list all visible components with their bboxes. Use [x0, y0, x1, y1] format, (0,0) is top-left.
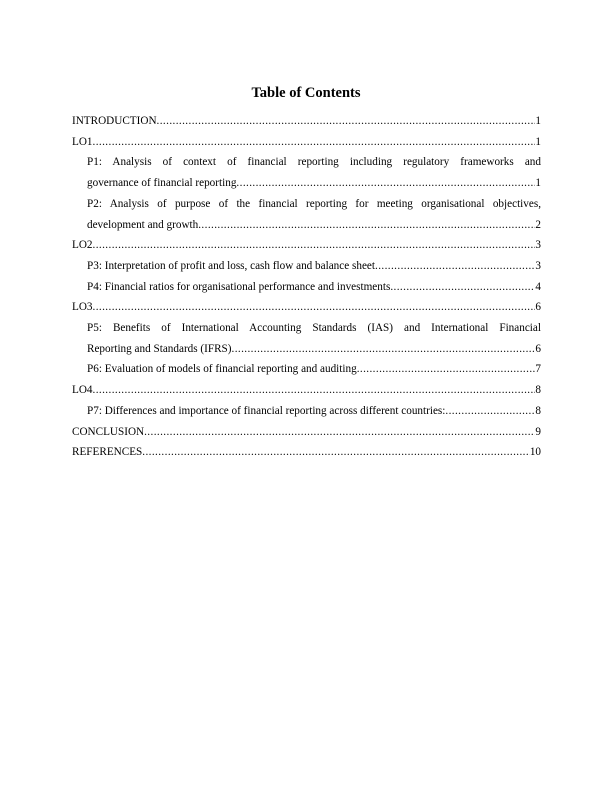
toc-entry-p3[interactable] [72, 256, 541, 277]
dot-leader [142, 442, 530, 463]
toc-page-number: 4 [535, 280, 541, 293]
dot-leader [375, 256, 535, 277]
toc-entry-lo2[interactable] [72, 235, 541, 256]
toc-entry-text: INTRODUCTION [72, 115, 157, 127]
toc-page-number: 7 [535, 363, 541, 376]
toc-entry-text: development and growth [87, 218, 199, 231]
toc-entry-text: P6: Evaluation of models of financial reporting and auditing [87, 363, 357, 376]
toc-entry-p2[interactable] [72, 194, 541, 235]
toc-entry-text-line1: P5: Benefits of International Accounting Standards (IAS) and International Financial [87, 322, 541, 335]
dot-leader [93, 380, 536, 401]
toc-list [72, 111, 541, 463]
toc-entry-p7[interactable] [72, 401, 541, 422]
dot-leader [357, 359, 536, 380]
toc-page-number: 2 [535, 218, 541, 231]
toc-entry-text: LO4 [72, 384, 93, 397]
toc-entry-text: LO1 [72, 135, 93, 148]
toc-page-number: 6 [535, 301, 541, 314]
toc-entry-text: P3: Interpretation of profit and loss, cash flow and balance sheet [87, 259, 375, 272]
dot-leader [93, 235, 536, 256]
toc-entry-text-line1: P2: Analysis of purpose of the financial reporting for meeting organisational objectives, [87, 197, 541, 210]
toc-page-number: 1 [535, 115, 541, 127]
dot-leader [236, 173, 535, 194]
toc-entry-p6[interactable] [72, 359, 541, 380]
dot-leader [93, 132, 536, 153]
toc-page-number: 6 [535, 342, 541, 355]
toc-page-number: 3 [535, 239, 541, 252]
toc-entry-conclusion[interactable] [72, 422, 541, 443]
toc-page-number: 1 [535, 177, 541, 190]
toc-page-number: 8 [535, 404, 541, 417]
toc-entry-introduction[interactable] [72, 111, 541, 132]
toc-entry-references[interactable] [72, 442, 541, 463]
toc-entry-text: P4: Financial ratios for organisational performance and investments [87, 280, 391, 293]
dot-leader [157, 111, 536, 132]
toc-entry-p5[interactable] [72, 318, 541, 359]
toc-entry-p4[interactable] [72, 277, 541, 298]
dot-leader [144, 422, 535, 443]
toc-entry-lo1[interactable] [72, 132, 541, 153]
toc-entry-text: LO2 [72, 239, 93, 252]
toc-entry-text: LO3 [72, 301, 93, 314]
toc-page-number: 1 [535, 135, 541, 148]
toc-page-number: 9 [535, 425, 541, 438]
toc-entry-text-line1: P1: Analysis of context of financial reporting including regulatory frameworks and [87, 156, 541, 169]
toc-entry-lo4[interactable] [72, 380, 541, 401]
toc-page-number: 3 [535, 259, 541, 272]
dot-leader [198, 215, 535, 236]
toc-page-number: 8 [535, 384, 541, 397]
toc-entry-lo3[interactable] [72, 297, 541, 318]
dot-leader [232, 339, 536, 360]
dot-leader [445, 401, 535, 422]
toc-title: Table of Contents [251, 85, 361, 101]
toc-entry-text: CONCLUSION [72, 425, 145, 438]
dot-leader [390, 277, 535, 298]
toc-entry-text: REFERENCES [72, 446, 143, 459]
toc-entry-text: governance of financial reporting [87, 177, 237, 190]
dot-leader [93, 297, 536, 318]
toc-entry-text: Reporting and Standards (IFRS) [87, 342, 232, 355]
toc-entry-p1[interactable] [72, 152, 541, 193]
toc-page-number: 10 [529, 446, 541, 459]
toc-entry-text: P7: Differences and importance of financial reporting across different countries: [87, 404, 446, 417]
